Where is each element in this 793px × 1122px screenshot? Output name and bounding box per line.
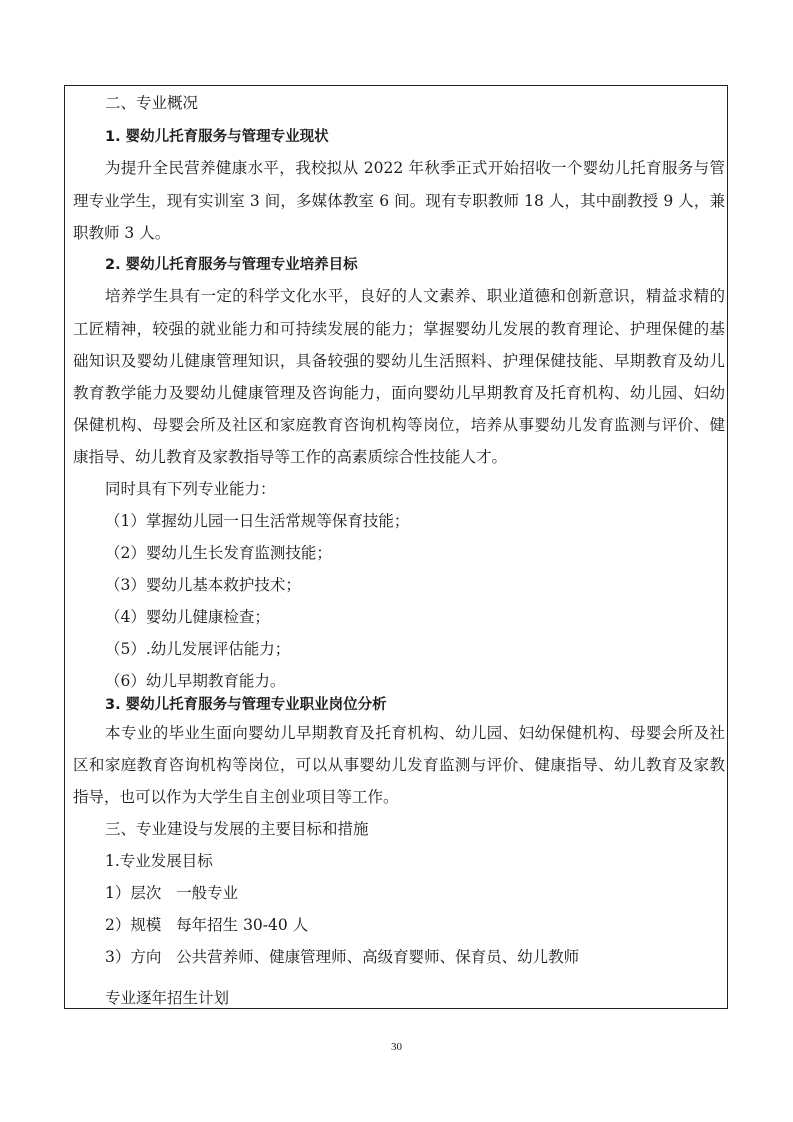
paragraph-line: 理专业学生，现有实训室 3 间，多媒体教室 6 间。现有专职教师 18 人，其中副教授 9 人，兼 [73,192,725,210]
paragraph-line: 本专业的毕业生面向婴幼儿早期教育及托育机构、幼儿园、妇幼保健机构、母婴会所及社 [105,724,725,742]
plan-title: 专业逐年招生计划 [105,989,230,1007]
subsection-title: 1. 婴幼儿托育服务与管理专业现状 [105,129,329,145]
section-heading: 三、专业建设与发展的主要目标和措施 [105,820,369,838]
ability-item: （5）.幼儿发展评估能力； [105,640,291,658]
paragraph-line: 工匠精神，较强的就业能力和可持续发展的能力；掌握婴幼儿发展的教育理论、护理保健的基 [73,320,725,338]
page-number: 30 [391,1041,402,1053]
ability-item: （3）婴幼儿基本救护技术； [105,576,301,594]
subsection-title: 2. 婴幼儿托育服务与管理专业培养目标 [105,257,358,273]
paragraph-line: 保健机构、母婴会所及社区和家庭教育咨询机构等岗位，培养从事婴幼儿发育监测与评价、健 [73,416,725,434]
paragraph-line: 指导，也可以作为大学生自主创业项目等工作。 [73,788,399,806]
paragraph-line: 为提升全民营养健康水平，我校拟从 2022 年秋季正式开始招收一个婴幼儿托育服务与管 [105,159,725,177]
section-heading: 二、专业概况 [105,94,199,112]
ability-item: （1）掌握幼儿园一日生活常规等保育技能； [105,512,410,530]
goal-item: 2）规模 每年招生 30-40 人 [105,916,309,934]
paragraph-line: 职教师 3 人。 [73,224,171,242]
ability-item: （4）婴幼儿健康检查； [105,608,270,626]
goal-item: 1）层次 一般专业 [105,884,239,902]
abilities-intro: 同时具有下列专业能力： [105,480,276,498]
paragraph-line: 区和家庭教育咨询机构等岗位，可以从事婴幼儿发育监测与评价、健康指导、幼儿教育及家教 [73,756,725,774]
subsection-title: 3. 婴幼儿托育服务与管理专业职业岗位分析 [105,697,387,713]
goal-item: 3）方向 公共营养师、健康管理师、高级育婴师、保育员、幼儿教师 [105,948,580,966]
paragraph-line: 础知识及婴幼儿健康管理知识，具备较强的婴幼儿生活照料、护理保健技能、早期教育及幼儿 [73,352,725,370]
paragraph-line: 培养学生具有一定的科学文化水平，良好的人文素养、职业道德和创新意识，精益求精的 [105,287,725,305]
ability-item: （6）幼儿早期教育能力。 [105,672,286,690]
paragraph-line: 教育教学能力及婴幼儿健康管理及咨询能力，面向婴幼儿早期教育及托育机构、幼儿园、妇幼 [73,384,725,402]
paragraph-line: 康指导、幼儿教育及家教指导等工作的高素质综合性技能人才。 [73,448,508,466]
ability-item: （2）婴幼儿生长发育监测技能； [105,544,332,562]
content-frame [64,85,728,1009]
goals-title: 1.专业发展目标 [105,852,213,870]
